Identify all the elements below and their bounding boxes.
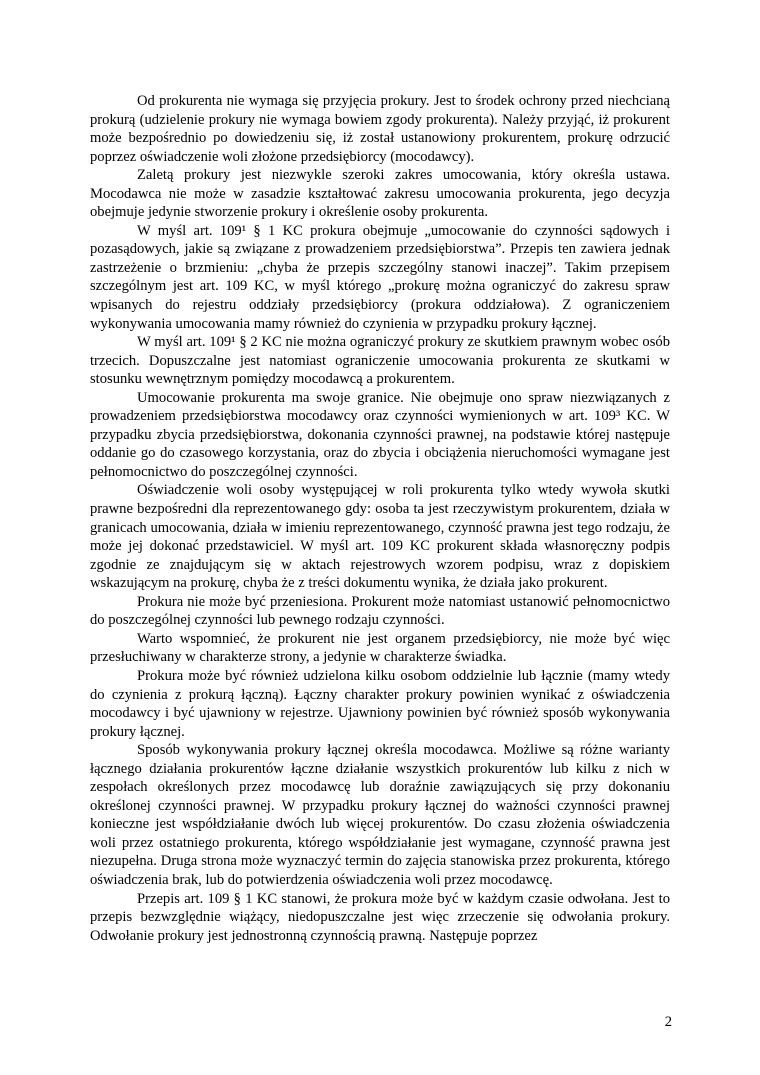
paragraph-8: Warto wspomnieć, że prokurent nie jest organem przedsiębiorcy, nie może być więc przesłuchiwany w charakterze strony, a jedynie w charakterze świadka. [90,630,670,666]
paragraph-4: W myśl art. 109¹ § 2 KC nie można ograniczyć prokury ze skutkiem prawnym wobec osób trzecich. Dopuszczalne jest natomiast ograniczenie umocowania prokurenta ze skutkami w stosunku wewnętrznym pomiędzy mocodawcą a prokurentem. [90,334,670,388]
paragraph-6: Oświadczenie woli osoby występującej w roli prokurenta tylko wtedy wywoła skutki prawne bezpośredni dla reprezentowanego gdy: osoba ta jest rzeczywistym prokurentem, działa w granicach umocowania, działa w imieniu reprezentowanego, czynność prawna jest tego rodzaju, że może jej dokonać przedstawiciel. W myśl art. 109 KC prokurent składa własnoręczny podpis zgodnie ze znajdującym się w aktach rejestrowych wzorem podpisu, wraz z dopiskiem wskazującym na prokurę, chyba że z treści dokumentu wynika, że działa jako prokurent. [90,482,670,592]
page-number: 2 [664,1014,672,1030]
paragraph-2: Zaletą prokury jest niezwykle szeroki zakres umocowania, który określa ustawa. Mocodawca nie może w zasadzie kształtować zakresu umocowania prokurenta, jego decyzja obejmuje jedynie stworzenie prokury i określenie osoby prokurenta. [90,167,670,221]
paragraph-1: Od prokurenta nie wymaga się przyjęcia prokury. Jest to środek ochrony przed niechcianą prokurą (udzielenie prokury nie wymaga bowiem zgody prokurenta). Należy przyjąć, iż prokurent może bezpośrednio po dowiedzeniu się, iż został ustanowiony prokurentem, prokurę odrzucić poprzez oświadczenie woli złożone przedsiębiorcy (mocodawcy). [90,93,670,165]
paragraph-7: Prokura nie może być przeniesiona. Prokurent może natomiast ustanowić pełnomocnictwo do poszczególnej czynności lub pewnego rodzaju czynności. [90,593,670,629]
paragraph-11: Przepis art. 109 § 1 KC stanowi, że prokura może być w każdym czasie odwołana. Jest to przepis bezwzględnie wiążący, niedopuszczalne jest więc zrzeczenie się odwołania prokury. Odwołanie prokury jest jednostronną czynnością prawną. Następuje poprzez [90,890,670,944]
body-text [90,92,670,945]
paragraph-10: Sposób wykonywania prokury łącznej określa mocodawca. Możliwe są różne warianty łącznego działania prokurentów łączne działanie wszystkich prokurentów lub kilku z nich w zespołach określonych przez mocodawcę lub doraźnie zawiązujących się przy dokonaniu określonej czynności prawnej. W przypadku prokury łącznej do ważności czynności prawnej konieczne jest współdziałanie dwóch lub więcej prokurentów. Do czasu złożenia oświadczenia woli przez ostatniego prokurenta, którego współdziałanie jest wymagane, czynność prawna jest niezupełna. Druga strona może wyznaczyć termin do zajęcia stanowiska przez prokurenta, którego oświadczenia brak, lub do potwierdzenia oświadczenia woli przez mocodawcę. [90,742,670,888]
paragraph-3: W myśl art. 109¹ § 1 KC prokura obejmuje „umocowanie do czynności sądowych i pozasądowych, jakie są związane z prowadzeniem przedsiębiorstwa”. Przepis ten zawiera jednak zastrzeżenie o brzmieniu: „chyba że przepis szczególny stanowi inaczej”. Takim przepisem szczególnym jest art. 109 KC, w myśl którego „prokurę można ograniczyć do zakresu spraw wpisanych do rejestru oddziały przedsiębiorcy (prokura oddziałowa). Z ograniczeniem wykonywania umocowania mamy również do czynienia w przypadku prokury łącznej. [90,222,670,332]
paragraph-9: Prokura może być również udzielona kilku osobom oddzielnie lub łącznie (mamy wtedy do czynienia z prokurą łączną). Łączny charakter prokury powinien wynikać z oświadczenia mocodawcy i być ujawniony w rejestrze. Ujawniony powinien być również sposób wykonywania prokury łącznej. [90,667,670,740]
paragraph-5: Umocowanie prokurenta ma swoje granice. Nie obejmuje ono spraw niezwiązanych z prowadzeniem przedsiębiorstwa mocodawcy oraz czynności wymienionych w art. 109³ KC. W przypadku zbycia przedsiębiorstwa, dokonania czynności prawnej, na podstawie której następuje oddanie go do czasowego korzystania, oraz do zbycia i obciążenia nieruchomości wymagane jest pełnomocnictwo do poszczególnej czynności. [90,389,670,480]
